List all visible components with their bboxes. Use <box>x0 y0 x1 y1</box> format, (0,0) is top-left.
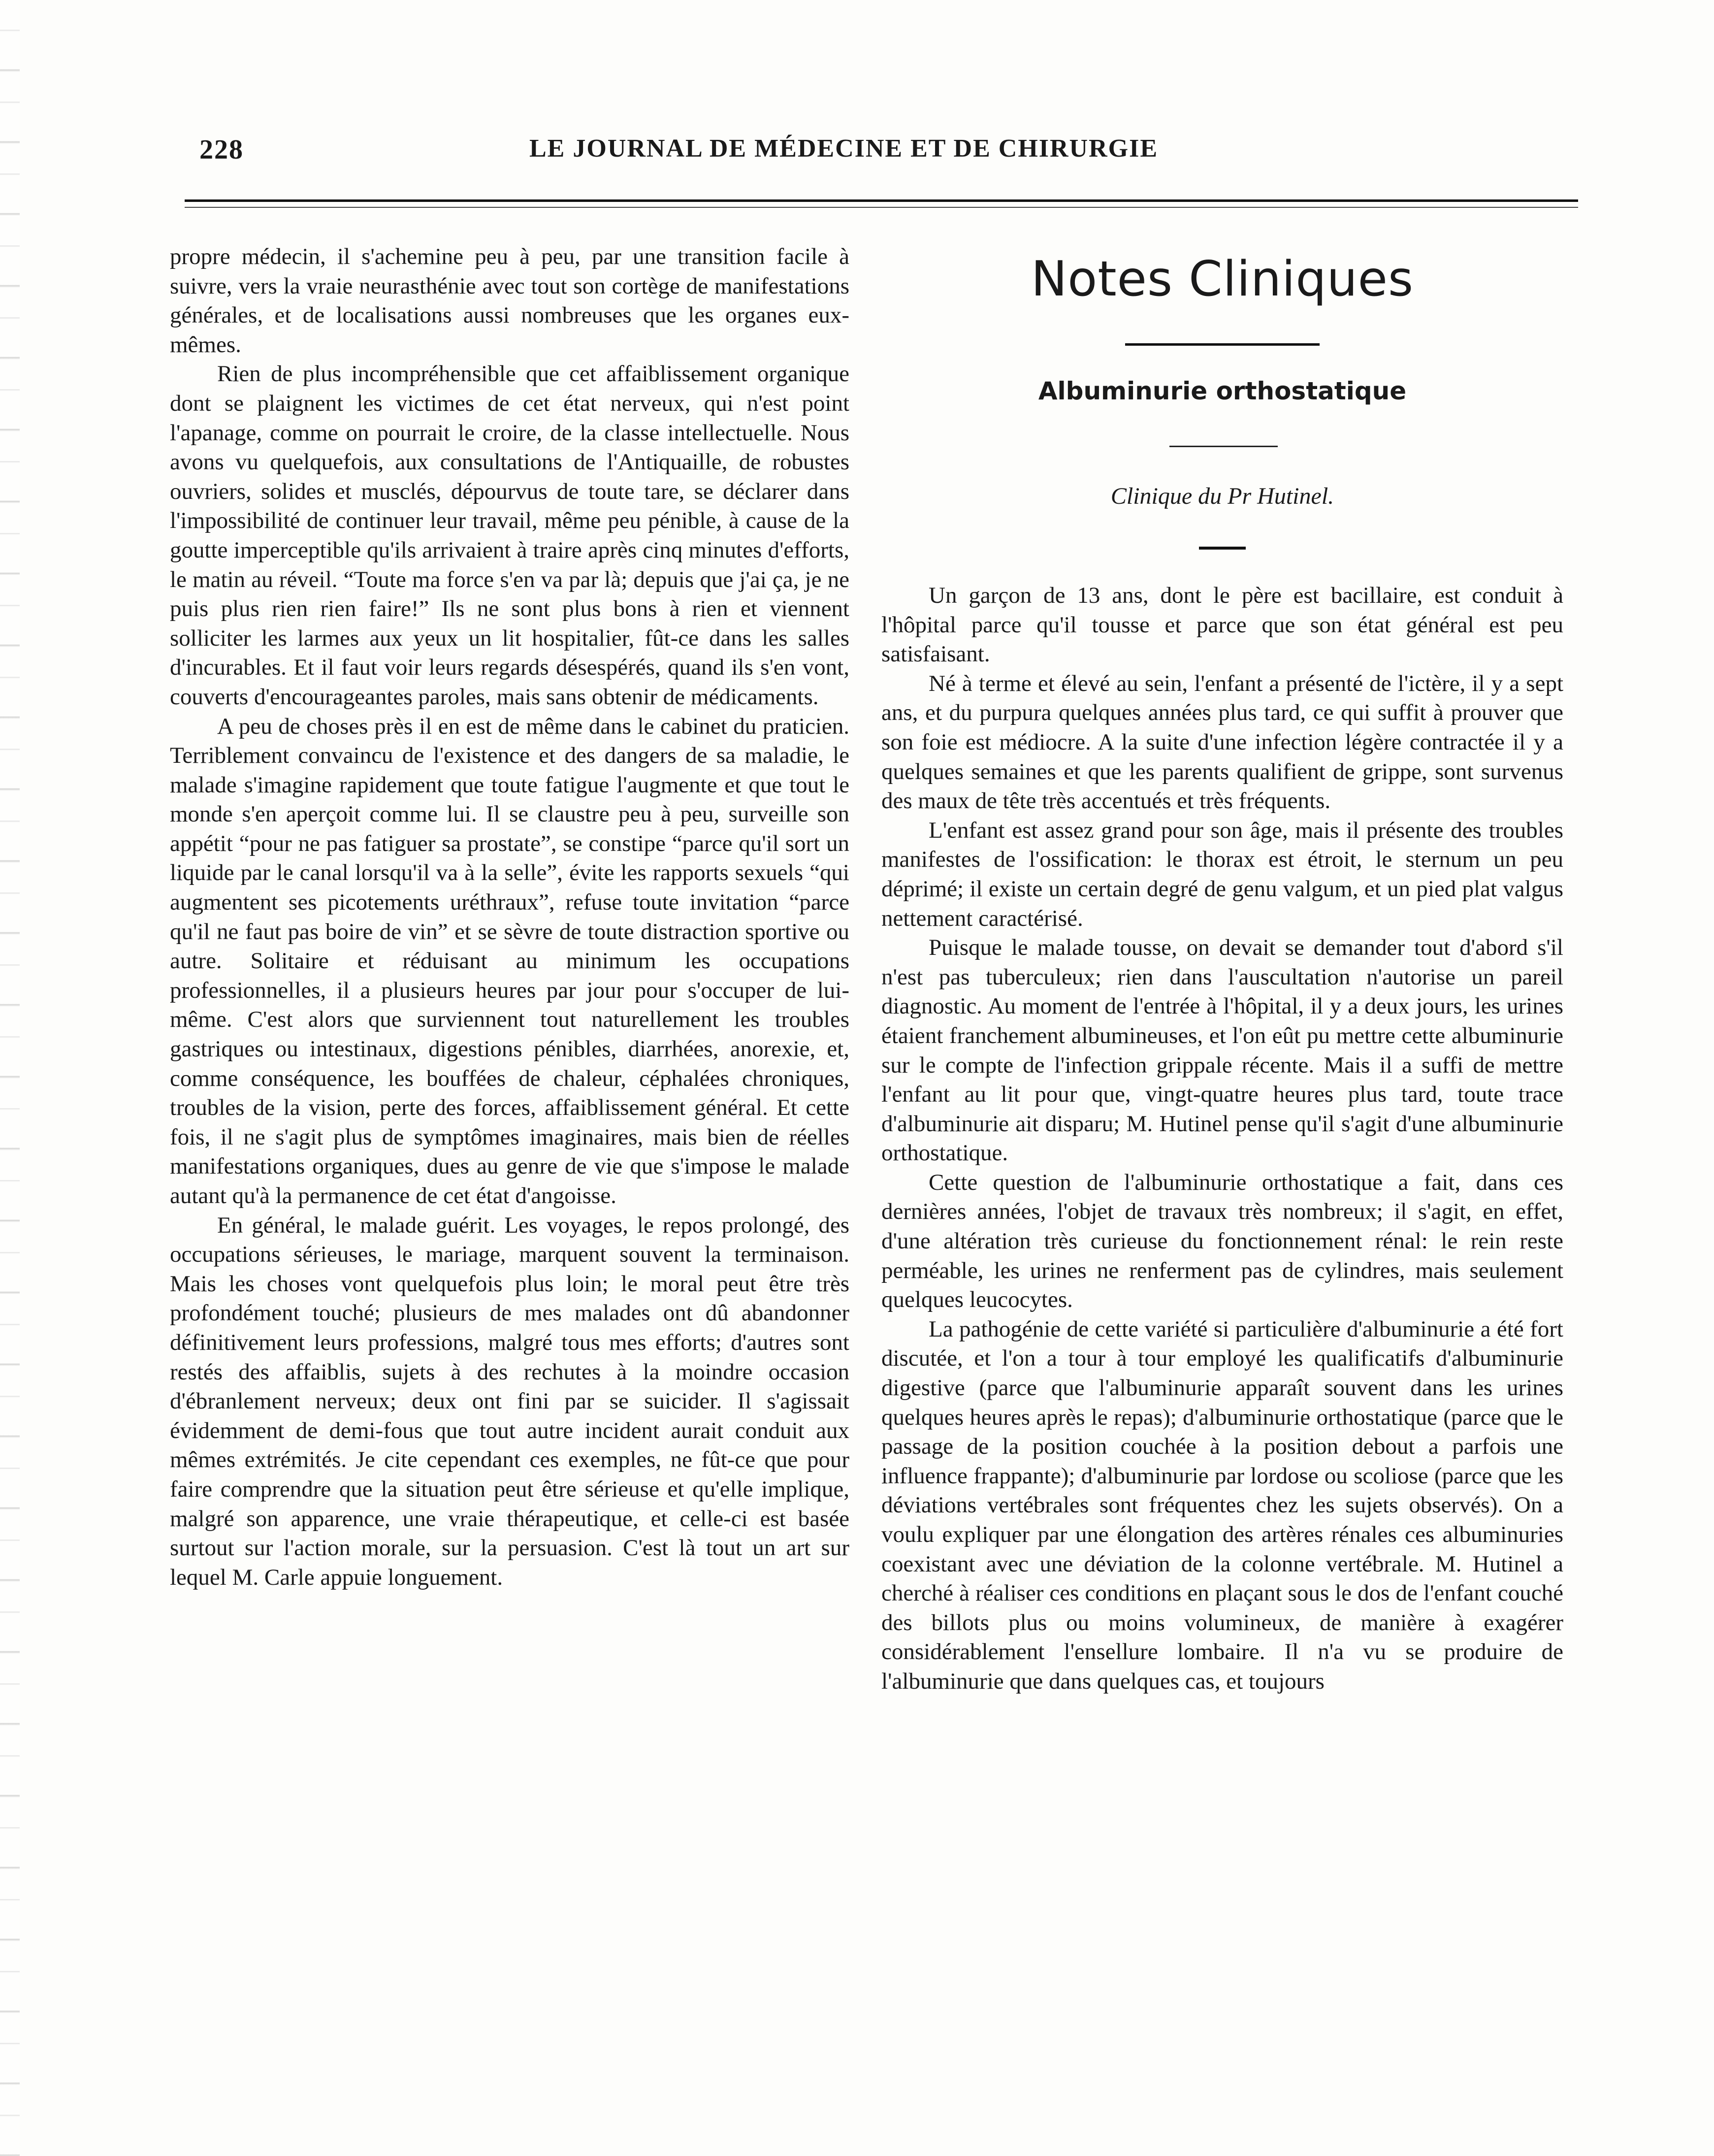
title-rule <box>1125 343 1320 346</box>
clinic-attribution: Clinique du Pr Hutinel. <box>1110 483 1334 509</box>
page-header <box>185 134 1576 173</box>
paragraph: Né à terme et élevé au sein, l'enfant a présenté de l'ictère, il y a sept ans, et du purpura quelques années plus tard, ce qui suffit à prouver que son foie est médiocre. A la suite d'une infection légère contractée il y a quelques semaines et que les parents qualifient de grippe, sont survenus des maux de tête très accentués et très fréquents. <box>881 670 1563 814</box>
paragraph: Rien de plus incompréhensible que cet affaiblissement organique dont se plaignent les victimes de cet état nerveux, qui n'est point l'apanage, comme on pourrait le croire, de la classe intellectuelle. Nous avons vu quelquefois, aux consultations de l'Antiquaille, de robustes ouvriers, solides et musclés, dépourvus de toute tare, se déclarer dans l'impossibilité de continuer leur travail, même peu pénible, à cause de la goutte imperceptible qu'ils arrivaient à traire après cinq minutes d'efforts, le matin au réveil. “Toute ma force s'en va par là; depuis que j'ai ça, je ne puis plus rien rien faire!” Ils ne sont plus bons à rien et viennent solliciter les larmes aux yeux un lit hospitalier, fût-ce dans les salles d'incurables. Et il faut voir leurs regards désespérés, quand ils s'en vont, couverts d'encourageantes paroles, mais sans obtenir de médicaments. <box>170 361 849 710</box>
paragraph: En général, le malade guérit. Les voyages, le repos prolongé, des occupations sérieuses, le mariage, marquent souvent la terminaison. Mais les choses vont quelquefois plus loin; le moral peut être très profondément touché; plusieurs de mes malades ont dû abandonner définitivement leurs professions, malgré tous mes efforts; d'autres sont restés des affaiblis, sujets à des rechutes à la moindre occasion d'ébranlement nerveux; deux ont fini par se suicider. Il s'agissait évidemment de demi-fous que tout autre incident aurait conduit aux mêmes extrémités. Je cite cependant ces exemples, ne fût-ce que pour faire comprendre que la situation peut être sérieuse et qu'elle implique, malgré son apparence, une vraie thérapeutique, et celle-ci est basée surtout sur l'action morale, sur la persuasion. C'est là tout un art sur lequel M. Carle appuie longuement. <box>170 1212 849 1590</box>
left-column <box>170 242 849 1592</box>
section-title: Notes Cliniques <box>1031 251 1414 307</box>
paragraph: A peu de choses près il en est de même dans le cabinet du praticien. Terriblement convaincu de l'existence et des dangers de sa maladie, le malade s'imagine rapidement que toute fatigue l'augmente et que tout le monde s'en aperçoit comme lui. Il se claustre peu à peu, surveille son appétit “pour ne pas fatiguer sa prostate”, se constipe “parce qu'il sort un liquide par le canal lorsqu'il va à la selle”, évite les rapports sexuels “qui augmentent ses picotements uréthraux”, refuse toute invitation “parce qu'il ne faut pas boire de vin” et se sèvre de toute distraction sportive ou autre. Solitaire et réduisant au minimum les occupations professionnelles, il a plusieurs heures par jour pour s'occuper de lui-même. C'est alors que surviennent tout naturellement les troubles gastriques ou intestinaux, digestions pénibles, diarrhées, anorexie, et, comme conséquence, les bouffées de chaleur, céphalées chroniques, troubles de la vision, perte des forces, affaiblissement général. Et cette fois, il ne s'agit plus de symptômes imaginaires, mais bien de réelles manifestations organiques, dues au genre de vie que s'impose le malade autant qu'à la permanence de cet état d'angoisse. <box>170 713 849 1209</box>
page-number: 228 <box>199 134 244 165</box>
header-rule <box>185 199 1578 202</box>
paragraph: Un garçon de 13 ans, dont le père est bacillaire, est conduit à l'hôpital parce qu'il tousse et parce que son état général est peu satisfaisant. <box>881 583 1563 667</box>
subtitle-rule <box>1169 446 1278 447</box>
paragraph: La pathogénie de cette variété si particulière d'albuminurie a été fort discutée, et l'on a tour à tour employé les qualificatifs d'albuminurie digestive (parce que l'albuminurie apparaît souvent dans les urines quelques heures après le repas); d'albuminurie orthostatique (parce que le passage de la position couchée à la position debout a parfois une influence frappante); d'albuminurie par lordose ou scoliose (parce que les déviations vertébrales sont fréquentes chez les sujets observés). On a voulu expliquer par une élongation des artères rénales ces albuminuries coexistant avec une déviation de la colonne vertébrale. M. Hutinel a cherché à réaliser ces conditions en plaçant sous le dos de l'enfant couché des billots plus ou moins volumineux, de manière à exagérer considérablement l'ensellure lombaire. Il n'a vu se produire de l'albuminurie que dans quelques cas, et toujours <box>881 1316 1563 1694</box>
right-column <box>881 581 1563 1697</box>
separator-rule <box>1199 547 1246 550</box>
paragraph: propre médecin, il s'achemine peu à peu, par une transition facile à suivre, vers la vraie neurasthénie avec tout son cortège de manifestations générales, et de localisations aussi nombreuses que les organes eux-mêmes. <box>170 244 849 358</box>
running-title: LE JOURNAL DE MÉDECINE ET DE CHIRURGIE <box>529 134 1159 163</box>
paragraph: Puisque le malade tousse, on devait se demander tout d'abord s'il n'est pas tuberculeux; rien dans l'auscultation n'autorise un pareil diagnostic. Au moment de l'entrée à l'hôpital, il y a deux jours, les urines étaient franchement albumineuses, et l'on eût pu mettre cette albuminurie sur le compte de l'infection grippale récente. Mais il a suffi de mettre l'enfant au lit pour que, vingt-quatre heures plus tard, toute trace d'albuminurie ait disparu; M. Hutinel pense qu'il s'agit d'une albuminurie orthostatique. <box>881 935 1563 1166</box>
paragraph: L'enfant est assez grand pour son âge, mais il présente des troubles manifestes de l'ossification: le thorax est étroit, le sternum un peu déprimé; il existe un certain degré de genu valgum, et un pied plat valgus nettement caractérisé. <box>881 817 1563 931</box>
article-title: Albuminurie orthostatique <box>1038 377 1407 405</box>
scan-edge <box>0 0 20 2156</box>
header-rule-thin <box>185 207 1578 208</box>
paragraph: Cette question de l'albuminurie orthostatique a fait, dans ces dernières années, l'objet de travaux très nombreux; il s'agit, en effet, d'une altération très curieuse du fonctionnement rénal: le rein reste perméable, les urines ne renferment pas de cylindres, mais seulement quelques leucocytes. <box>881 1169 1563 1313</box>
